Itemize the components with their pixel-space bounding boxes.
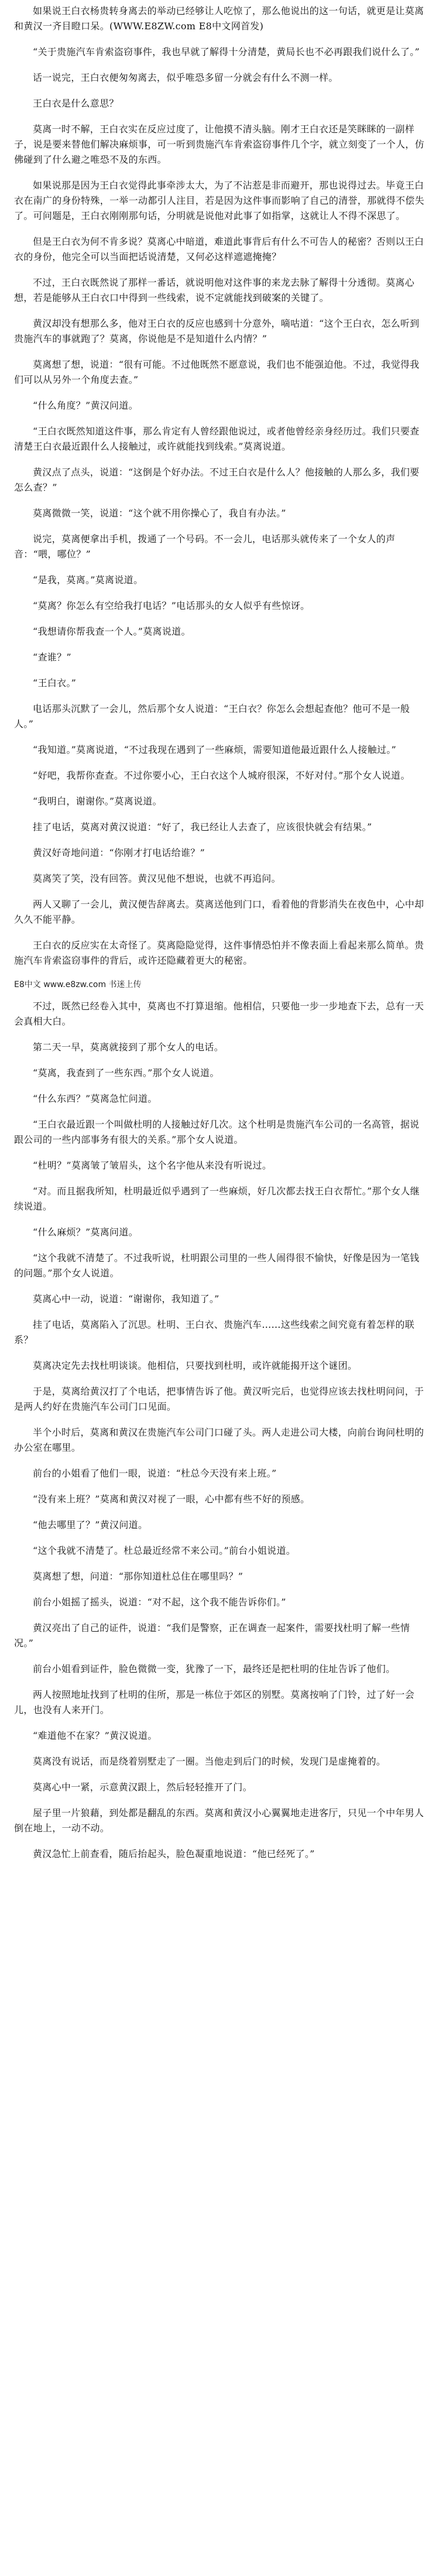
paragraph: “是我，莫离。”莫离说道。 bbox=[33, 574, 143, 585]
paragraph: 莫离想了想，说道：“很有可能。不过他既然不愿意说，我们也不能强迫他。不过，我觉得我们可以从另外一个角度去查。” bbox=[14, 359, 420, 385]
paragraph: “我明白，谢谢你。”莫离说道。 bbox=[33, 796, 162, 807]
paragraph: 前台的小姐看了他们一眼，说道：“杜总今天没有来上班。” bbox=[33, 1468, 277, 1479]
paragraph: 黄汉亮出了自己的证件，说道：“我们是警察，正在调查一起案件，需要找杜明了解一些情况。” bbox=[14, 1622, 410, 1649]
paragraph: 王白衣的反应实在太奇怪了。莫离隐隐觉得，这件事情恐怕并不像表面上看起来那么简单。贵施汽车肯索盗窃事件的背后，或许还隐藏着更大的秘密。 bbox=[14, 940, 424, 966]
paragraph: 于是，莫离给黄汉打了个电话，把事情告诉了他。黄汉听完后，也觉得应该去找杜明问问，于是两人约好在贵施汽车公司门口见面。 bbox=[14, 1386, 424, 1412]
paragraph: “查谁？” bbox=[33, 652, 71, 663]
paragraph: “莫离？你怎么有空给我打电话？”电话那头的女人似乎有些惊讶。 bbox=[33, 600, 310, 611]
paragraph: 两人按照地址找到了杜明的住所，那是一栋位于郊区的别墅。莫离按响了门铃，过了好一会儿，也没有人来开门。 bbox=[14, 1689, 415, 1715]
paragraph: 第二天一早，莫离就接到了那个女人的电话。 bbox=[33, 1042, 224, 1053]
paragraph: “我想请你帮我查一个人。”莫离说道。 bbox=[33, 626, 191, 637]
paragraph: “没有来上班？”莫离和黄汉对视了一眼，心中都有些不好的预感。 bbox=[33, 1493, 310, 1505]
paragraph: 莫离微微一笑，说道：“这个就不用你操心了，我自有办法。” bbox=[33, 508, 286, 519]
paragraph: “他去哪里了？”黄汉问道。 bbox=[33, 1519, 148, 1530]
paragraph: 莫离心中一紧，示意黄汉跟上，然后轻轻推开了门。 bbox=[33, 1782, 252, 1793]
site-watermark: E8中文 www.e8zw.com 书迷上传 bbox=[14, 980, 142, 989]
paragraph: “什么角度？”黄汉问道。 bbox=[33, 400, 138, 411]
paragraph: 电话那头沉默了一会儿，然后那个女人说道：“王白衣？你怎么会想起查他？他可不是一般人。” bbox=[14, 703, 410, 729]
paragraph: “这个我就不清楚了。杜总最近经常不来公司。”前台小姐说道。 bbox=[33, 1545, 296, 1556]
paragraph: “对。而且据我所知，杜明最近似乎遇到了一些麻烦，好几次都去找王白衣帮忙。”那个女人继续说道。 bbox=[14, 1186, 420, 1212]
paragraph: 黄汉急忙上前查看，随后抬起头，脸色凝重地说道：“他已经死了。” bbox=[33, 1848, 315, 1859]
paragraph: 前台小姐看到证件，脸色微微一变，犹豫了一下，最终还是把杜明的住址告诉了他们。 bbox=[33, 1663, 396, 1674]
paragraph: “什么麻烦？”莫离问道。 bbox=[33, 1227, 138, 1238]
paragraph: 王白衣是什么意思？ bbox=[33, 98, 119, 109]
paragraph: “王白衣既然知道这件事，那么肯定有人曾经跟他说过，或者他曾经亲身经历过。我们只要查清楚王白衣最近跟什么人接触过，或许就能找到线索。”莫离说道。 bbox=[14, 426, 420, 452]
paragraph: 如果说王白衣杨贵转身离去的举动已经够让人吃惊了，那么他说出的这一句话，就更是让莫离和黄汉一齐目瞪口呆。(WWW.E8ZW.com E8中文网首发) bbox=[14, 5, 424, 32]
paragraph: 但是王白衣为何不肯多说？莫离心中暗道，难道此事背后有什么不可告人的秘密？否则以王白衣的身份，他完全可以当面把话说清楚，又何必这样遮遮掩掩？ bbox=[14, 236, 424, 262]
paragraph: “关于贵施汽车肯索盗窃事件，我也早就了解得十分清楚，黄局长也不必再跟我们说什么了。” bbox=[33, 46, 420, 57]
paragraph: 莫离想了想，问道：“那你知道杜总住在哪里吗？” bbox=[33, 1571, 243, 1582]
paragraph: 黄汉却没有想那么多，他对王白衣的反应也感到十分意外，嘀咕道：“这个王白衣，怎么听到贵施汽车的事就跑了？莫离，你说他是不是知道什么内情？” bbox=[14, 318, 420, 344]
paragraph: 前台小姐摇了摇头，说道：“对不起，这个我不能告诉你们。” bbox=[33, 1597, 286, 1608]
paragraph: “这个我就不清楚了。不过我听说，杜明跟公司里的一些人闹得很不愉快，好像是因为一笔钱的问题。”那个女人说道。 bbox=[14, 1252, 420, 1279]
paragraph: 莫离没有说话，而是绕着别墅走了一圈。当他走到后门的时候，发现门是虚掩着的。 bbox=[33, 1756, 386, 1767]
paragraph: “王白衣。” bbox=[33, 677, 77, 688]
paragraph: 说完，莫离便拿出手机，拨通了一个号码。不一会儿，电话那头就传来了一个女人的声音：“喂，哪位？” bbox=[14, 533, 396, 560]
paragraph: 如果说那是因为王白衣觉得此事牵涉太大，为了不沾惹是非而避开，那也说得过去。毕竟王白衣在南广的身份特殊，一举一动都引人注目，若是因为这件事而影响了自己的清誉，那就得不偿失了。可问题是，王白衣刚刚那句话，分明就是说他对此事了如指掌，这就让人不得不深思了。 bbox=[14, 180, 424, 221]
paragraph: 挂了电话，莫离陷入了沉思。杜明、王白衣、贵施汽车……这些线索之间究竟有着怎样的联系？ bbox=[14, 1319, 415, 1345]
paragraph: 莫离一时不解，王白衣实在反应过度了，让他摸不清头脑。刚才王白衣还是笑眯眯的一副样子，说是要来替他们解决麻烦事，可一听到贵施汽车肯索盗窃事件几个字，就立刻变了一个人，仿佛碰到了什么避之唯恐不及的东西。 bbox=[14, 124, 424, 165]
paragraph: 不过，既然已经卷入其中，莫离也不打算退缩。他相信，只要他一步一步地查下去，总有一天会真相大白。 bbox=[14, 1001, 424, 1027]
paragraph: 半个小时后，莫离和黄汉在贵施汽车公司门口碰了头。两人走进公司大楼，向前台询问杜明的办公室在哪里。 bbox=[14, 1427, 424, 1453]
paragraph: “我知道。”莫离说道，“不过我现在遇到了一些麻烦，需要知道他最近跟什么人接触过。” bbox=[33, 744, 397, 755]
paragraph: “难道他不在家？”黄汉说道。 bbox=[33, 1730, 157, 1741]
paragraph: 黄汉好奇地问道：“你刚才打电话给谁？” bbox=[33, 847, 205, 858]
paragraph: “莫离，我查到了一些东西。”那个女人说道。 bbox=[33, 1067, 220, 1078]
paragraph: 不过，王白衣既然说了那样一番话，就说明他对这件事的来龙去脉了解得十分透彻。莫离心想，若是能够从王白衣口中得到一些线索，说不定就能找到破案的关键了。 bbox=[14, 277, 415, 303]
paragraph: 屋子里一片狼藉，到处都是翻乱的东西。莫离和黄汉小心翼翼地走进客厅，只见一个中年男人倒在地上，一动不动。 bbox=[14, 1807, 424, 1834]
paragraph: 莫离笑了笑，没有回答。黄汉见他不想说，也就不再追问。 bbox=[33, 873, 281, 884]
paragraph: 话一说完，王白衣便匆匆离去，似乎唯恐多留一分就会有什么不测一样。 bbox=[33, 72, 338, 83]
paragraph: “杜明？”莫离皱了皱眉头，这个名字他从来没有听说过。 bbox=[33, 1160, 272, 1171]
paragraph: 两人又聊了一会儿，黄汉便告辞离去。莫离送他到门口，看着他的背影消失在夜色中，心中却久久不能平静。 bbox=[14, 899, 424, 925]
paragraph: 黄汉点了点头，说道：“这倒是个好办法。不过王白衣是什么人？他接触的人那么多，我们要怎么查？” bbox=[14, 467, 420, 493]
paragraph: “什么东西？”莫离急忙问道。 bbox=[33, 1093, 157, 1104]
paragraph: 挂了电话，莫离对黄汉说道：“好了，我已经让人去查了，应该很快就会有结果。” bbox=[33, 821, 372, 833]
paragraph: 莫离决定先去找杜明谈谈。他相信，只要找到杜明，或许就能揭开这个谜团。 bbox=[33, 1360, 358, 1371]
paragraph: “好吧，我帮你查查。不过你要小心，王白衣这个人城府很深，不好对付。”那个女人说道。 bbox=[33, 770, 410, 781]
paragraph: “王白衣最近跟一个叫做杜明的人接触过好几次。这个杜明是贵施汽车公司的一名高管，据说跟公司的一些内部事务有很大的关系。”那个女人说道。 bbox=[14, 1119, 420, 1145]
paragraph: 莫离心中一动，说道：“谢谢你，我知道了。” bbox=[33, 1293, 220, 1304]
